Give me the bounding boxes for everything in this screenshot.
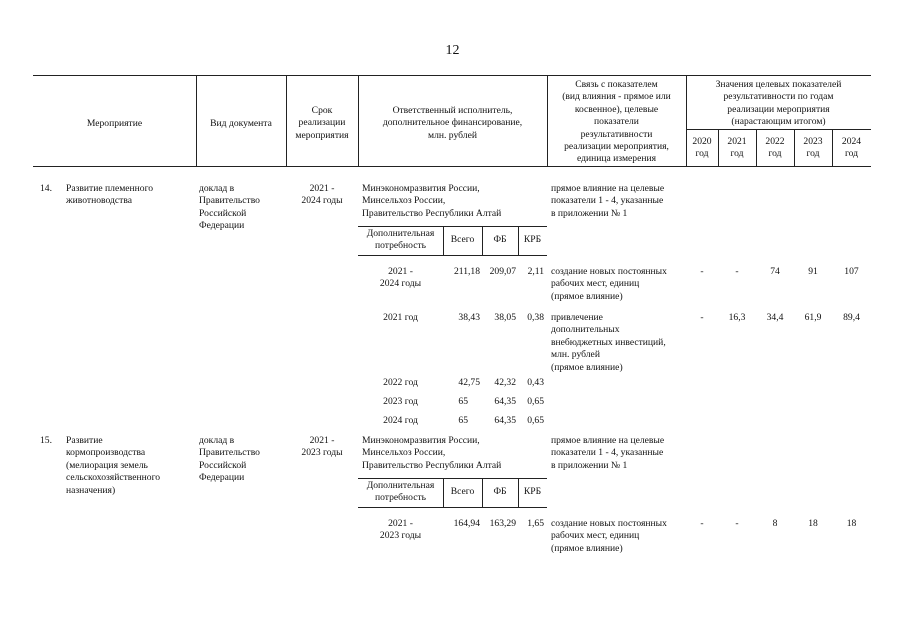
indicator-text: создание новых постоянных рабочих мест, единиц (прямое влияние) [551,266,667,302]
header-year-2020: 2020 год [692,136,712,160]
indicator-text: привлечение дополнительных внебюджетных инвестиций, млн. рублей (прямое влияние) [551,312,666,373]
finance-krb: 0,43 [527,377,544,388]
finance-krb: 0,65 [527,415,544,426]
value-2022: 8 [772,518,778,529]
value-2021: 16,3 [728,312,746,323]
row-link: прямое влияние на целевые показатели 1 - 4, указанные в приложении № 1 [551,183,665,219]
indicator-text: создание новых постоянных рабочих мест, единиц (прямое влияние) [551,518,667,554]
finance-total: 42,75 [458,377,480,388]
row-term: 2021 - 2024 годы [301,183,343,207]
header-executor: Ответственный исполнитель, дополнительное финансирование, млн. рублей [382,105,523,141]
value-2023: 18 [808,518,818,529]
value-2021: - [735,266,739,277]
row-doc-type: доклад в Правительство Российской Федерации [199,183,260,232]
subtable-fb-header: ФБ [493,234,507,245]
finance-fb: 209,07 [489,266,516,277]
finance-krb: 1,65 [527,518,544,529]
header-year-2023: 2023 год [803,136,823,160]
subtable-krb-header: КРБ [523,234,542,245]
finance-total: 65 [458,396,468,407]
header-bottom-rule [33,166,871,167]
finance-fb: 163,29 [489,518,516,529]
table-top-rule [33,75,871,76]
row-doc-type: доклад в Правительство Российской Федерации [199,435,260,484]
header-doc-type: Вид документа [210,118,272,129]
subtable-krb-header: КРБ [523,486,542,497]
subtable-total-header: Всего [450,486,475,497]
header-year-2021: 2021 год [727,136,747,160]
subtable-fb-header: ФБ [493,486,507,497]
finance-period: 2022 год [383,377,418,388]
value-2020: - [700,518,704,529]
finance-fb: 64,35 [494,415,516,426]
header-link: Связь с показателем (вид влияния - прямое или косвенное), целевые показатели результативности реализации мероприятия, единица измерения [562,79,671,165]
finance-total: 65 [458,415,468,426]
finance-period: 2024 год [383,415,418,426]
row-number: 15. [40,435,52,446]
finance-krb: 2,11 [527,266,544,277]
row-measure: Развитие племенного животноводства [66,183,154,207]
finance-total: 164,94 [453,518,480,529]
finance-total: 38,43 [458,312,480,323]
finance-period: 2023 год [383,396,418,407]
row-term: 2021 - 2023 годы [301,435,343,459]
finance-period: 2021 - 2023 годы [379,518,422,542]
row-executor: Минэкономразвития России, Минсельхоз России, Правительство Республики Алтай [362,435,502,471]
years-divider-rule [686,129,871,130]
header-values: Значения целевых показателей результативности по годам реализации мероприятия (нарастающим итогом) [715,79,842,128]
subtable-need-header: Дополнительная потребность [366,480,435,504]
value-2020: - [700,312,704,323]
finance-fb: 42,32 [494,377,516,388]
row-executor: Минэкономразвития России, Минсельхоз России, Правительство Республики Алтай [362,183,502,219]
finance-krb: 0,38 [527,312,544,323]
subtable-bottom-rule [358,255,547,256]
header-year-2022: 2022 год [765,136,785,160]
finance-fb: 38,05 [494,312,516,323]
value-2024: 107 [844,266,859,277]
header-term: Срок реализации мероприятия [295,105,349,141]
value-2020: - [700,266,704,277]
subtable-total-header: Всего [450,234,475,245]
page-number: 12 [445,43,460,58]
row-number: 14. [40,183,52,194]
finance-fb: 64,35 [494,396,516,407]
value-2023: 61,9 [804,312,822,323]
subtable-bottom-rule [358,507,547,508]
subtable-need-header: Дополнительная потребность [366,228,435,252]
value-2022: 74 [770,266,780,277]
row-measure: Развитие кормопроизводства (мелиорация земель сельскохозяйственного назначения) [66,435,161,496]
value-2022: 34,4 [766,312,784,323]
row-link: прямое влияние на целевые показатели 1 - 4, указанные в приложении № 1 [551,435,665,471]
finance-period: 2021 год [383,312,418,323]
finance-total: 211,18 [453,266,480,277]
finance-period: 2021 - 2024 годы [379,266,422,290]
value-2024: 18 [846,518,857,529]
header-measure: Мероприятие [86,118,143,129]
value-2021: - [735,518,739,529]
value-2024: 89,4 [843,312,860,323]
finance-krb: 0,65 [527,396,544,407]
value-2023: 91 [808,266,818,277]
header-year-2024: 2024 год [841,136,862,160]
